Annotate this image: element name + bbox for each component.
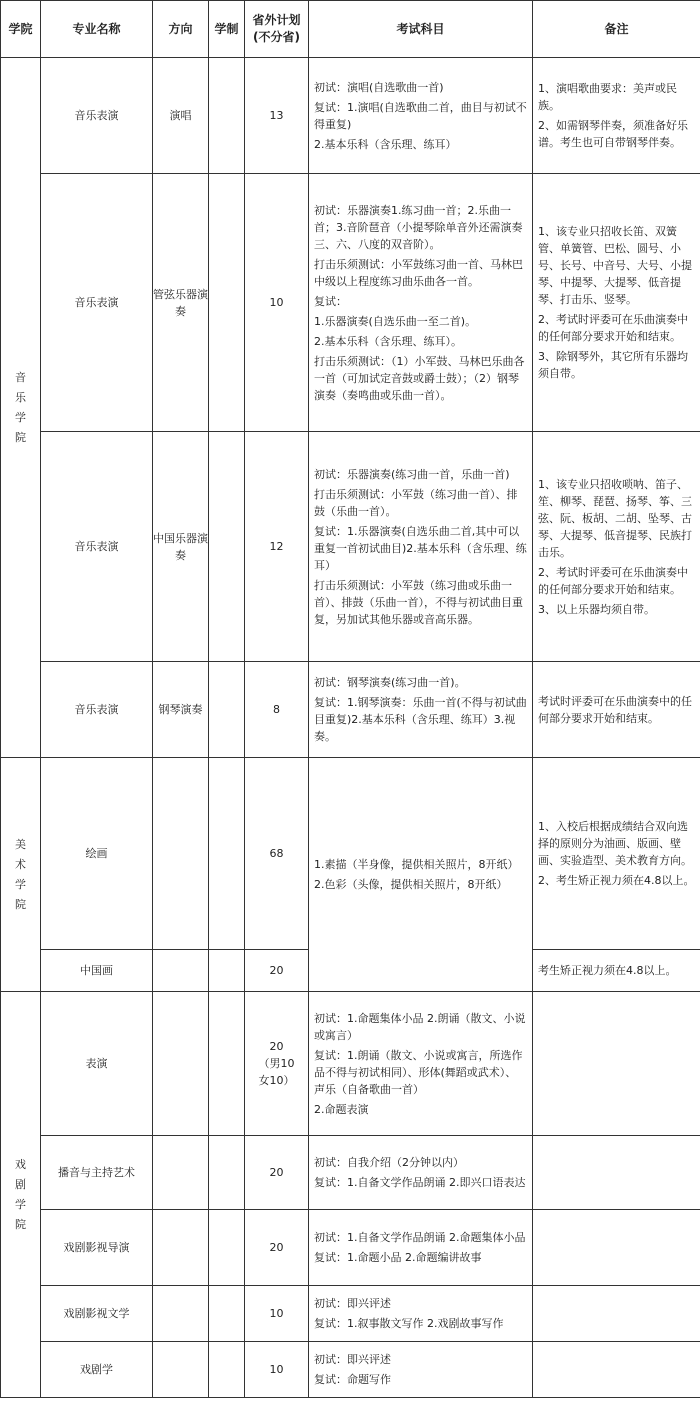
major-cell: 戏剧学 xyxy=(41,1342,153,1398)
note-line: 1、入校后根据成绩结合双向选择的原则分为油画、版画、壁画、实验造型、美术教育方向。 xyxy=(538,820,692,867)
notes-cell xyxy=(533,1286,700,1342)
note-line: 考生矫正视力须在4.8以上。 xyxy=(538,964,677,977)
subject-line: 打击乐须测试：小军鼓练习曲一首、马林巴中级以上程度练习曲乐曲各一首。 xyxy=(314,257,523,288)
college-art: 美 术 学 院 xyxy=(1,758,41,992)
table-row xyxy=(1,1136,700,1210)
subject-line: 复试：1.叙事散文写作 2.戏剧故事写作 xyxy=(314,1317,504,1330)
table-row xyxy=(1,432,700,662)
note-line: 考试时评委可在乐曲演奏中的任何部分要求开始和结束。 xyxy=(538,694,692,725)
subjects-cell xyxy=(309,662,533,758)
direction-cell: 演唱 xyxy=(153,58,209,174)
duration-cell xyxy=(209,58,245,174)
college-music: 音 乐 学 院 xyxy=(1,58,41,758)
subjects-cell xyxy=(309,758,533,992)
direction-cell xyxy=(153,992,209,1136)
direction-cell xyxy=(153,950,209,992)
table-row xyxy=(1,992,700,1136)
direction-cell: 管弦乐器演奏 xyxy=(153,174,209,432)
subjects-cell xyxy=(309,1286,533,1342)
subject-line: 复试：1.演唱(自选歌曲二首，曲目与初试不得重复) xyxy=(314,100,527,131)
subjects-cell xyxy=(309,992,533,1136)
note-line: 1、演唱歌曲要求：美声或民族。 xyxy=(538,82,677,112)
notes-cell xyxy=(533,950,700,992)
table-row xyxy=(1,58,700,174)
header-major: 专业名称 xyxy=(41,1,153,58)
plan-cell: 68 xyxy=(245,758,309,950)
table-row xyxy=(1,758,700,950)
major-cell: 戏剧影视导演 xyxy=(41,1210,153,1286)
major-cell: 音乐表演 xyxy=(41,174,153,432)
subject-line: 复试：1.乐器演奏(自选乐曲二首,其中可以重复一首初试曲目)2.基本乐科（含乐理、练耳） xyxy=(314,524,527,572)
subject-line: 打击乐须测试：小军鼓（练习曲或乐曲一首）、排鼓（乐曲一首），不得与初试曲目重复，另加试其他乐器或音高乐器。 xyxy=(314,578,523,626)
plan-cell: 10 xyxy=(245,174,309,432)
subject-line: 初试：演唱(自选歌曲一首) xyxy=(314,80,444,94)
note-line: 1、该专业只招收唢呐、笛子、笙、柳琴、琵琶、扬琴、筝、三弦、阮、板胡、二胡、坠琴、古琴、大提琴、低音提琴、民族打击乐。 xyxy=(538,477,692,559)
notes-cell xyxy=(533,758,700,950)
subject-line: 初试：即兴评述 xyxy=(314,1353,391,1366)
subject-line: 复试： xyxy=(314,294,347,308)
major-cell: 音乐表演 xyxy=(41,662,153,758)
duration-cell xyxy=(209,1210,245,1286)
duration-cell xyxy=(209,1342,245,1398)
subject-line: 打击乐须测试：（1）小军鼓、马林巴乐曲各一首（可加试定音鼓或爵士鼓）；（2）钢琴演奏（奏鸣曲或乐曲一首）。 xyxy=(314,354,525,402)
header-notes: 备注 xyxy=(533,1,700,58)
subject-line: 复试：1.自备文学作品朗诵 2.即兴口语表达 xyxy=(314,1176,526,1189)
notes-cell xyxy=(533,992,700,1136)
header-direction: 方向 xyxy=(153,1,209,58)
major-cell: 戏剧影视文学 xyxy=(41,1286,153,1342)
subject-line: 复试：1.钢琴演奏：乐曲一首(不得与初试曲目重复)2.基本乐科（含乐理、练耳）3.视奏。 xyxy=(314,696,527,743)
subject-line: 初试：钢琴演奏(练习曲一首)。 xyxy=(314,676,466,689)
plan-cell: 10 xyxy=(245,1342,309,1398)
major-cell: 播音与主持艺术 xyxy=(41,1136,153,1210)
header-subjects: 考试科目 xyxy=(309,1,533,58)
plan-cell: 13 xyxy=(245,58,309,174)
plan-cell: 20 xyxy=(245,950,309,992)
subject-line: 初试：1.自备文学作品朗诵 2.命题集体小品 xyxy=(314,1231,526,1244)
subject-line: 初试：乐器演奏1.练习曲一首；2.乐曲一首；3.音阶琶音（小提琴除单音外还需演奏三、六、八度的双音阶）。 xyxy=(314,203,523,251)
notes-cell xyxy=(533,58,700,174)
duration-cell xyxy=(209,662,245,758)
notes-cell xyxy=(533,1342,700,1398)
header-duration: 学制 xyxy=(209,1,245,58)
subject-line: 1.乐器演奏(自选乐曲一至二首)。 xyxy=(314,314,477,328)
header-college: 学院 xyxy=(1,1,41,58)
notes-cell xyxy=(533,174,700,432)
subjects-cell xyxy=(309,1342,533,1398)
duration-cell xyxy=(209,432,245,662)
subject-line: 2.命题表演 xyxy=(314,1102,369,1116)
table-row xyxy=(1,1342,700,1398)
direction-cell xyxy=(153,1136,209,1210)
note-line: 2、如需钢琴伴奏，须准备好乐谱。考生也可自带钢琴伴奏。 xyxy=(538,119,688,149)
plan-cell: 8 xyxy=(245,662,309,758)
direction-cell xyxy=(153,758,209,950)
major-cell: 绘画 xyxy=(41,758,153,950)
direction-cell xyxy=(153,1286,209,1342)
note-line: 1、该专业只招收长笛、双簧管、单簧管、巴松、圆号、小号、长号、中音号、大号、小提琴、中提琴、大提琴、低音提琴、打击乐、竖琴。 xyxy=(538,225,692,306)
subject-line: 初试：乐器演奏(练习曲一首，乐曲一首) xyxy=(314,467,510,481)
subject-line: 复试：1.朗诵（散文、小说或寓言，所选作品不得与初试相同）、形体(舞蹈或武术）、声乐（自备歌曲一首） xyxy=(314,1048,523,1096)
major-cell: 音乐表演 xyxy=(41,432,153,662)
notes-cell xyxy=(533,432,700,662)
duration-cell xyxy=(209,1286,245,1342)
duration-cell xyxy=(209,174,245,432)
table-row xyxy=(1,1210,700,1286)
subject-line: 复试：命题写作 xyxy=(314,1373,391,1386)
direction-cell xyxy=(153,1342,209,1398)
subject-line: 2.基本乐科（含乐理、练耳） xyxy=(314,137,457,151)
plan-cell: 20 （男10 女10） xyxy=(245,992,309,1136)
duration-cell xyxy=(209,950,245,992)
subjects-cell xyxy=(309,58,533,174)
plan-cell: 12 xyxy=(245,432,309,662)
major-cell: 中国画 xyxy=(41,950,153,992)
note-line: 3、除钢琴外，其它所有乐器均须自带。 xyxy=(538,350,688,380)
major-cell: 音乐表演 xyxy=(41,58,153,174)
table-row xyxy=(1,174,700,432)
note-line: 2、考试时评委可在乐曲演奏中的任何部分要求开始和结束。 xyxy=(538,313,688,343)
direction-cell xyxy=(153,1210,209,1286)
subjects-cell xyxy=(309,1210,533,1286)
header-plan: 省外计划 (不分省) xyxy=(245,1,309,58)
subject-line: 2.基本乐科（含乐理、练耳）。 xyxy=(314,334,462,348)
table-row xyxy=(1,662,700,758)
notes-cell xyxy=(533,1136,700,1210)
note-line: 2、考生矫正视力须在4.8以上。 xyxy=(538,874,695,887)
subject-line: 复试：1.命题小品 2.命题编讲故事 xyxy=(314,1251,482,1264)
subject-line: 初试：自我介绍（2分钟以内） xyxy=(314,1156,464,1169)
subject-line: 2.色彩（头像，提供相关照片，8开纸） xyxy=(314,878,508,891)
duration-cell xyxy=(209,758,245,950)
notes-cell xyxy=(533,662,700,758)
notes-cell xyxy=(533,1210,700,1286)
note-line: 3、以上乐器均须自带。 xyxy=(538,602,655,616)
table-row xyxy=(1,1286,700,1342)
plan-cell: 10 xyxy=(245,1286,309,1342)
duration-cell xyxy=(209,1136,245,1210)
subject-line: 初试：1.命题集体小品 2.朗诵（散文、小说或寓言） xyxy=(314,1011,526,1042)
note-line: 2、考试时评委可在乐曲演奏中的任何部分要求开始和结束。 xyxy=(538,565,688,596)
major-cell: 表演 xyxy=(41,992,153,1136)
table-header-row xyxy=(1,1,700,58)
subject-line: 1.素描（半身像，提供相关照片，8开纸） xyxy=(314,858,519,871)
plan-cell: 20 xyxy=(245,1136,309,1210)
duration-cell xyxy=(209,992,245,1136)
subject-line: 打击乐须测试：小军鼓（练习曲一首）、排鼓（乐曲一首）。 xyxy=(314,487,518,518)
subjects-cell xyxy=(309,174,533,432)
subjects-cell xyxy=(309,1136,533,1210)
plan-cell: 20 xyxy=(245,1210,309,1286)
college-drama: 戏 剧 学 院 xyxy=(1,992,41,1398)
direction-cell: 中国乐器演奏 xyxy=(153,432,209,662)
subject-line: 初试：即兴评述 xyxy=(314,1297,391,1310)
direction-cell: 钢琴演奏 xyxy=(153,662,209,758)
subjects-cell xyxy=(309,432,533,662)
